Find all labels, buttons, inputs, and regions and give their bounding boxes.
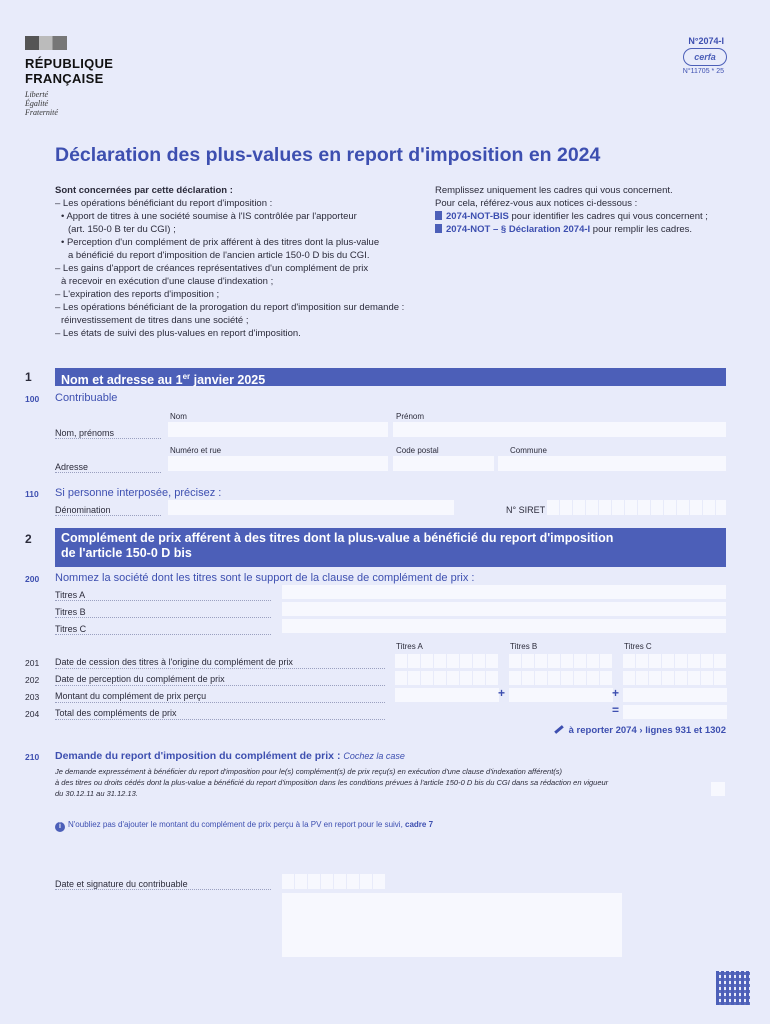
intro-line: – Les états de suivi des plus-values en report d'imposition. [55,328,301,339]
equals-sign: = [612,703,620,717]
date-cells-a[interactable] [395,671,499,685]
notice-link-main[interactable]: 2074-NOT – § Déclaration 2074-I [446,224,591,235]
nom-field[interactable] [168,422,388,437]
section-title-b: janvier 2025 [190,373,266,388]
dotted-leader [55,617,271,618]
cerfa-label: cerfa [694,52,716,62]
republique-line2: FRANÇAISE [25,71,104,86]
dotted-leader [55,634,271,635]
row-label: Titres B [55,607,86,617]
line-number: 201 [25,658,40,668]
dotted-leader [55,668,385,669]
line-label: Contribuable [55,392,118,404]
marianne-flag-icon [25,36,67,50]
column-header: Titres C [624,642,652,651]
row-label: Adresse [55,462,89,472]
cerfa-number: N°11705 * 25 [682,68,724,75]
line-label: Si personne interposée, précisez : [55,487,222,499]
section-title-line1: Complément de prix afférent à des titres dont la plus-value a bénéficié du report d'imposition [61,531,614,545]
document-icon [435,211,442,220]
document-icon [435,224,442,233]
plus-sign: + [498,686,506,700]
line-210-text [55,766,705,799]
column-header: Titres A [396,642,423,651]
intro-line: • Perception d'un complément de prix afférent à des titres dont la plus-value [61,237,380,248]
row-label: Dénomination [55,505,111,515]
line-number: 210 [25,752,40,762]
intro-left [55,184,425,340]
motto-3: Fraternité [25,108,58,117]
row-label: Date et signature du contribuable [55,879,188,889]
intro-right-line1: Remplissez uniquement les cadres qui vous concernent. [435,185,673,196]
form-number: N°2074-I [688,36,724,46]
row-label: Date de cession des titres à l'origine du complément de prix [55,657,293,667]
info-text: N'oubliez pas d'ajouter le montant du complément de prix perçu à la PV en report pour le suivi, [68,820,406,829]
datamatrix-code [716,971,750,1005]
row-label: Date de perception du complément de prix [55,674,225,684]
column-header: Numéro et rue [170,446,222,455]
column-header: Titres B [510,642,538,651]
report-request-checkbox[interactable] [711,782,725,796]
dotted-leader [55,702,385,703]
republique-logo [25,36,135,126]
dotted-leader [55,600,271,601]
dotted-leader [55,515,161,516]
dotted-leader [55,472,161,473]
section-number: 2 [25,532,32,546]
notice-link-bis[interactable]: 2074-NOT-BIS [446,211,509,222]
postal-code-field[interactable] [393,456,494,471]
column-header: Nom [170,412,187,421]
amount-c-field[interactable] [623,688,727,702]
row-label: Nom, prénoms [55,428,115,438]
row-label: Total des compléments de prix [55,708,177,718]
intro-line: a bénéficié du report d'imposition de l'ancien article 150-0 D bis du CGI. [68,250,370,261]
line-number: 204 [25,709,40,719]
line-210-label [55,750,405,762]
line-label: Nommez la société dont les titres sont le support de la clause de complément de prix : [55,572,475,584]
signature-date-cells[interactable] [282,874,386,889]
line-hint: Cochez la case [343,751,405,761]
row-label: Titres A [55,590,86,600]
page-title: Déclaration des plus-values en report d'imposition en 2024 [55,144,601,166]
pencil-icon [554,725,564,734]
date-cells-c[interactable] [623,654,727,668]
section-header [55,368,726,386]
dotted-leader [55,438,161,439]
address-street-field[interactable] [168,456,388,471]
section-header [55,528,726,567]
dotted-leader [55,719,385,720]
commune-field[interactable] [498,456,726,471]
intro-line: – L'expiration des reports d'imposition ; [55,289,220,300]
denomination-field[interactable] [168,500,454,515]
prenom-field[interactable] [393,422,726,437]
info-icon: i [55,822,65,832]
row-label: Titres C [55,624,87,634]
line-number: 203 [25,692,40,702]
cerfa-logo [683,48,727,66]
section-title-line2: de l'article 150-0 D bis [61,546,192,560]
section-title-a: Nom et adresse au 1 [61,373,183,388]
intro-line: (art. 150-0 B ter du CGI) ; [68,224,176,235]
date-cells-c[interactable] [623,671,727,685]
intro-line: – Les gains d'apport de créances représentatives d'un complément de prix [55,263,369,274]
section-number: 1 [25,370,32,384]
intro-line: – Les opérations bénéficiant de la prorogation du report d'imposition sur demande : [55,302,405,313]
dotted-leader [55,685,385,686]
info-bold: cadre 7 [405,820,434,829]
amount-b-field[interactable] [509,688,613,702]
intro-heading: Sont concernées par cette déclaration : [55,185,233,196]
line-number: 110 [25,489,39,499]
column-header: Commune [510,446,547,455]
signature-box[interactable] [282,893,622,957]
motto-1: Liberté [25,90,49,99]
motto-2: Égalité [25,99,49,108]
row-label: Montant du complément de prix perçu [55,691,207,701]
line-number: 100 [25,394,40,404]
row-label: N° SIRET [506,505,546,515]
intro-line: à recevoir en exécution d'une clause d'indexation ; [61,276,274,287]
line-210-text1: Je demande expressément à bénéficier du report d'imposition pour le(s) complément(s) de prix reçu(s) en exécution d'une clause d'indexation afférent(s) [55,767,563,776]
titres-b-field[interactable] [282,602,726,616]
line-210-text3: du 30.12.11 au 31.12.13. [55,789,138,798]
plus-sign: + [612,686,620,700]
notice-link-row [435,210,735,223]
dotted-leader [55,889,271,890]
republique-line1: RÉPUBLIQUE [25,56,114,71]
intro-right [435,184,735,236]
column-header: Code postal [396,446,439,455]
line-number: 202 [25,675,40,685]
intro-right-line2: Pour cela, référez-vous aux notices ci-dessous : [435,198,638,209]
siret-cells[interactable] [547,500,726,515]
amount-a-field[interactable] [395,688,499,702]
report-note [554,725,726,736]
notice-link-row [435,223,735,236]
report-note-text: à reporter 2074 › lignes 931 et 1302 [568,725,726,736]
line-210-text2: à des titres ou droits cédés dont la plus-value a bénéficié du report d'imposition dans les conditions prévues à l'article 150-0 D bis du CGI dans sa rédaction en vigueur [55,778,609,787]
notice-link-main-rest: pour remplir les cadres. [590,224,693,235]
intro-line: • Apport de titres à une société soumise à l'IS contrôlée par l'apporteur [61,211,357,222]
intro-line: réinvestissement de titres dans une société ; [61,315,249,326]
date-cells-b[interactable] [509,654,613,668]
column-header: Prénom [396,412,425,421]
date-cells-b[interactable] [509,671,613,685]
titres-c-field[interactable] [282,619,726,633]
intro-line: – Les opérations bénéficiant du report d'imposition : [55,198,273,209]
line-label: Demande du report d'imposition du complément de prix : [55,750,344,762]
titres-a-field[interactable] [282,585,726,599]
line-number: 200 [25,574,40,584]
notice-link-bis-rest: pour identifier les cadres qui vous concernent ; [508,211,708,222]
info-note [55,820,433,832]
total-field[interactable] [623,705,727,719]
date-cells-a[interactable] [395,654,499,668]
section-title-sup: er [182,372,191,381]
